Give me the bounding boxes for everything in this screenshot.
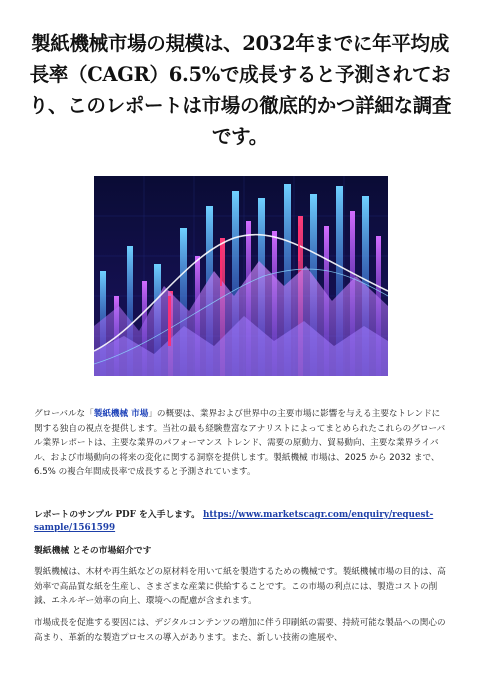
abstract-chart-graphic xyxy=(94,176,388,376)
intro-text-before: グローバルな「 xyxy=(34,409,94,419)
page-title: 製紙機械市場の規模は、2032年までに年平均成長率（CAGR）6.5%で成長すると予測されており、このレポートは市場の徹底的かつ詳細な調査です。 xyxy=(28,32,452,148)
hero-chart-image xyxy=(94,176,388,376)
market-drivers-paragraph: 市場成長を促進する要因には、デジタルコンテンツの増加に伴う印刷紙の需要、持続可能な製品への関心の高まり、革新的な製造プロセスの導入があります。また、新しい技術の進展や、 xyxy=(34,618,446,643)
sample-request-link[interactable]: https://www.marketscagr.com/enquiry/request-sample/1561599 xyxy=(34,510,434,533)
description-paragraph: 製紙機械は、木材や再生紙などの原材料を用いて紙を製造するための機械です。製紙機械市場の目的は、高効率で高品質な紙を生産し、さまざまな産業に供給することです。この市場の利点には、製造コストの削減、エネルギー効率の向上、環境への配慮が含まれます。 xyxy=(34,567,446,607)
intro-paragraph xyxy=(34,407,446,480)
market-highlight: 製紙機械 市場 xyxy=(93,409,149,419)
intro-text-after: 」の概要は、業界および世界中の主要市場に影響を与える主要なトレンドに関する独自の視点を提供します。当社の最も経験豊富なアナリストによってまとめられたこれらのグローバル業界レポートは、主要な業界のパフォーマンス トレンド、需要の原動力、貿易動向、主要な業界ライバル、および市場動向の将来の変化に関する洞察を提供します。製紙機械 市場は、2025 から 2032 まで、6.5% の複合年間成長率で成長すると予測されています。 xyxy=(34,409,446,478)
sample-label: レポートのサンプル PDF を入手します。 xyxy=(34,510,200,520)
section-heading: 製紙機械 とその市場紹介です xyxy=(34,546,152,556)
sample-request-line xyxy=(34,509,446,534)
